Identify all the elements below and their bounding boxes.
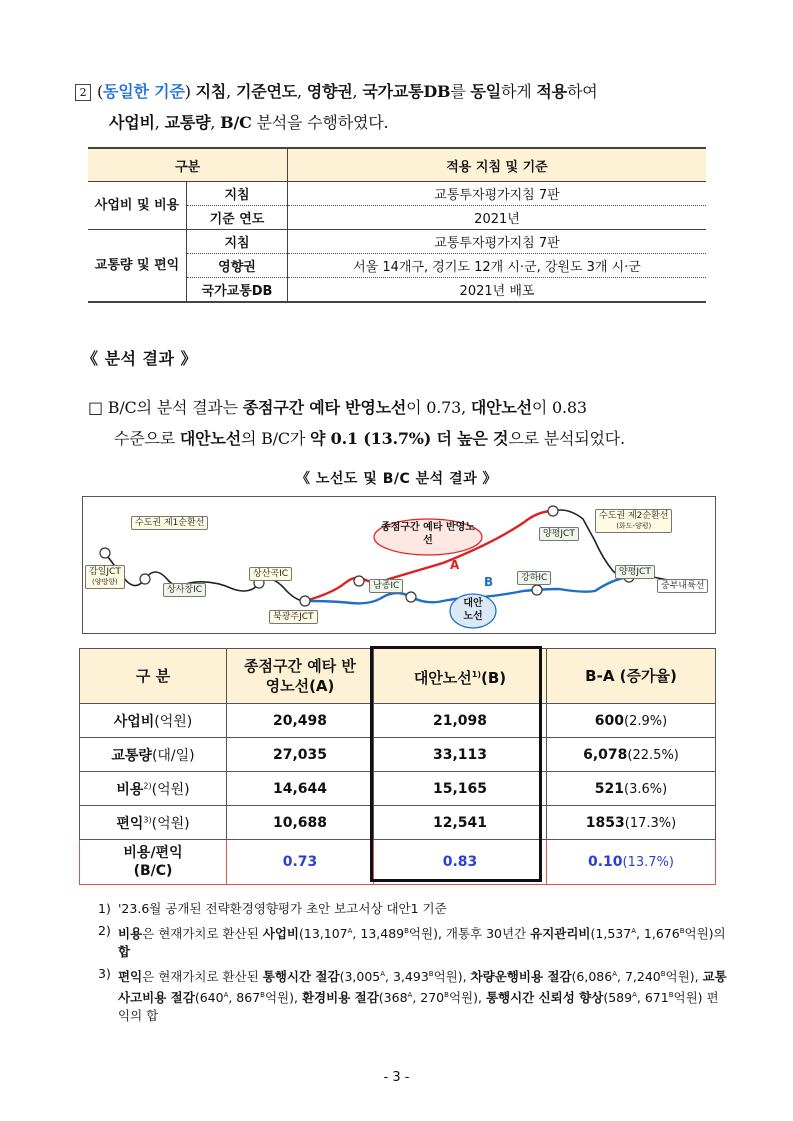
criteria-value: 교통투자평가지침 7판 xyxy=(288,182,707,206)
table-row: 교통량(대/일) 27,035 33,113 6,078(22.5%) xyxy=(80,738,716,772)
route-a-callout-label: 종점구간 예타 반영노선 xyxy=(381,522,475,546)
table-row-bc: 비용/편익 (B/C) 0.73 0.83 0.10(13.7%) xyxy=(80,840,716,885)
group-traffic: 교통량 및 편익 xyxy=(88,230,187,303)
route-b-callout-label: 대안 노선 xyxy=(463,598,483,622)
label-sangsachang-ic: 상사창IC xyxy=(163,583,206,597)
label-bukgwangju-jct: 북광주JCT xyxy=(269,610,318,624)
criteria-header-standard: 적용 지침 및 기준 xyxy=(288,148,707,182)
header-route-b: 대안노선$^{1)}$(B) xyxy=(374,649,547,704)
label-namjong-ic: 남종IC xyxy=(369,579,403,593)
criteria-table xyxy=(88,147,706,303)
route-a-letter: A xyxy=(450,558,460,572)
footnote-1: 1) '23.6월 공개된 전략환경영향평가 초안 보고서상 대안1 기준 xyxy=(98,901,447,916)
header-category: 구 분 xyxy=(80,649,227,704)
criteria-header-category: 구분 xyxy=(88,148,288,182)
criteria-value: 교통투자평가지침 7판 xyxy=(288,230,707,254)
criteria-key: 지침 xyxy=(187,182,288,206)
node-gamil-jct xyxy=(100,548,110,558)
node-sangsachang-ic xyxy=(140,574,150,584)
footnote-3: 3) 편익은 현재가치로 환산된 통행시간 절감($3,005^A$, $3,493^B$억원), 차량운행비용 절감($6,086^A$, $7,240^B$억원), 교통사고비용 절감($640^A$, $867^B$억원), 환경비용 절감($368^A$, $270^B$억원), 통행시간 신뢰성 향상($589^A$, $671^B$억원) 편익의 합 xyxy=(98,966,727,1024)
label-gangha-ic: 강하IC xyxy=(517,571,551,585)
label-sangsangok-ic: 상산곡IC xyxy=(249,567,292,581)
footnotes xyxy=(98,900,728,1029)
table-row: 비용$^{2)}$(억원) 14,644 15,165 521(3.6%) xyxy=(80,772,716,806)
criteria-value: 2021년 배포 xyxy=(288,278,707,303)
label-ring1: 수도권 제1순환선 xyxy=(131,516,208,530)
label-yangpyeong-jct-top: 양평JCT xyxy=(539,527,579,541)
criteria-key: 국가교통DB xyxy=(187,278,288,303)
item-number-box: 2 xyxy=(75,84,91,101)
header-diff: B-A (증가율) xyxy=(547,649,716,704)
label-gamil-jct: 감일JCT (양방향) xyxy=(85,565,125,589)
criteria-key: 지침 xyxy=(187,230,288,254)
bc-result-table xyxy=(79,648,716,885)
section-title: 《 분석 결과 》 xyxy=(82,349,198,368)
criteria-key: 영향권 xyxy=(187,254,288,278)
node-gangha-ic xyxy=(532,585,542,595)
page-number: - 3 - xyxy=(383,1070,410,1085)
route-b-letter: B xyxy=(484,575,494,589)
map-caption: 《 노선도 및 B/C 분석 결과 》 xyxy=(296,471,497,487)
node-bukgwangju-jct xyxy=(300,596,310,606)
criteria-highlight: 동일한 기준 xyxy=(103,82,185,101)
route-map xyxy=(82,496,716,634)
node-yangpyeong-jct-top xyxy=(548,506,558,516)
table-row: 사업비(억원) 20,498 21,098 600(2.9%) xyxy=(80,704,716,738)
group-cost: 사업비 및 비용 xyxy=(88,182,187,230)
label-ring2: 수도권 제2순환선 (화도-양평) xyxy=(595,509,672,533)
result-paragraph: □ B/C의 분석 결과는 종점구간 예타 반영노선이 0.73, 대안노선이 0.83 수준으로 대안노선의 B/C가 약 0.1 (13.7%) 더 높은 것으로 분석되었다. xyxy=(88,398,625,448)
footnote-2: 2) 비용은 현재가치로 환산된 사업비($13,107^A$, $13,489^B$억원), 개통후 30년간 유지관리비($1,537^A$, $1,676^B$억원)의 합 xyxy=(98,923,726,960)
intro-paragraph: 2 (동일한 기준) 지침, 기준연도, 영향권, 국가교통DB를 동일하게 적용하여 사업비, 교통량, B/C 분석을 수행하였다. xyxy=(75,76,725,138)
table-row: 편익$^{3)}$(억원) 10,688 12,541 1853(17.3%) xyxy=(80,806,716,840)
node-namjong-ic xyxy=(406,592,416,602)
label-jungbu: 중부내륙선 xyxy=(657,579,708,593)
criteria-value: 서울 14개구, 경기도 12개 시·군, 강원도 3개 시·군 xyxy=(288,254,707,278)
criteria-key: 기준 연도 xyxy=(187,206,288,230)
label-yangpyeong-jct-right: 양평JCT xyxy=(615,565,655,579)
criteria-value: 2021년 xyxy=(288,206,707,230)
node-route-a-mid xyxy=(354,576,364,586)
bullet-box: □ xyxy=(88,398,103,417)
header-route-a: 종점구간 예타 반영노선(A) xyxy=(227,649,374,704)
